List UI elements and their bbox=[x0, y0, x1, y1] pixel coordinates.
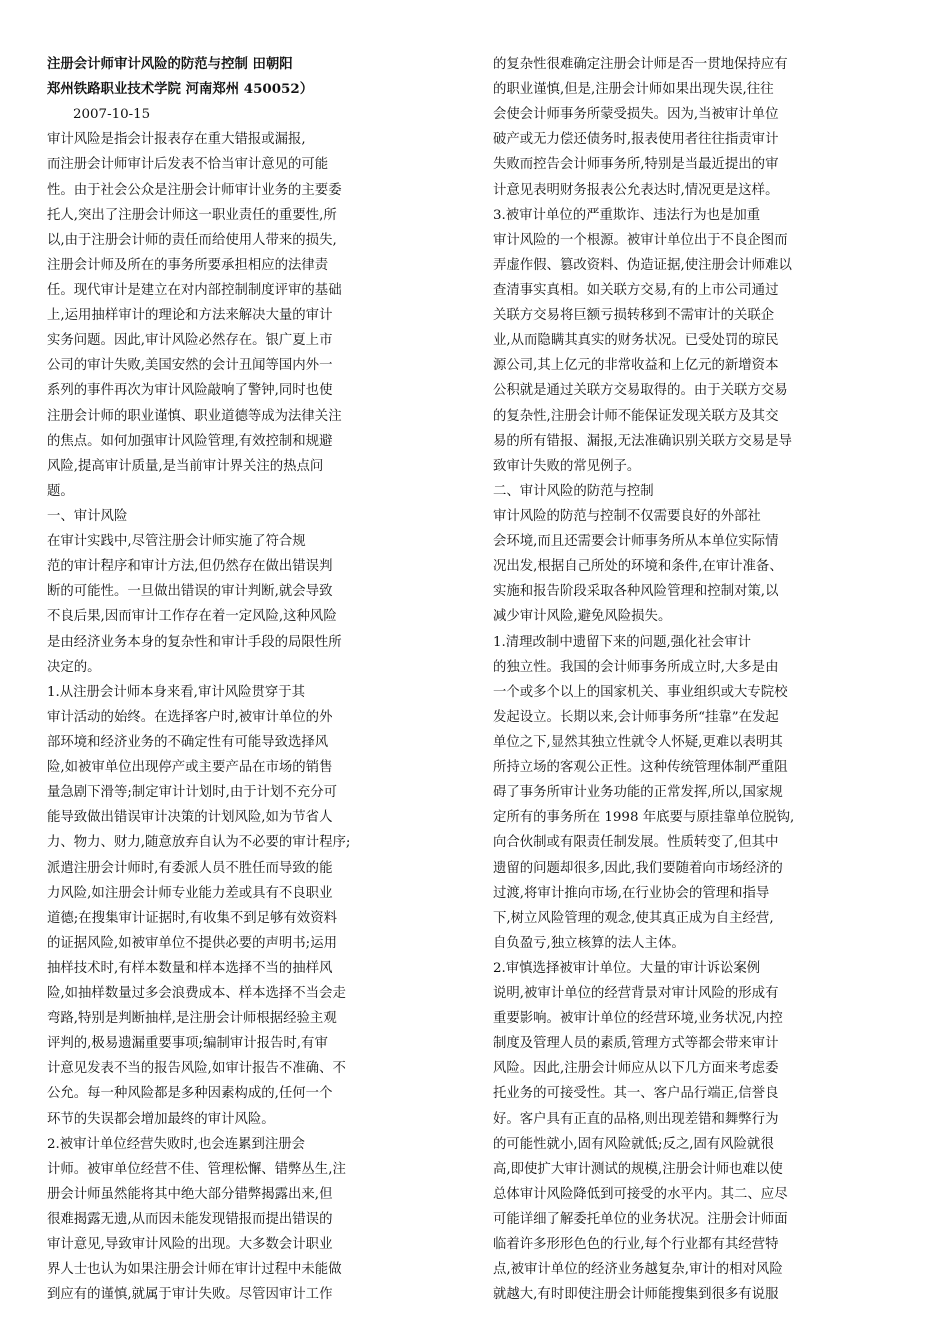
text-line: 致审计失败的常见例子。 bbox=[493, 458, 641, 474]
text-line: 上,运用抽样审计的理论和方法来解决大量的审计 bbox=[47, 308, 333, 324]
text-line: 公积就是通过关联方交易取得的。由于关联方交易 bbox=[493, 383, 788, 399]
author-affiliation: 郑州铁路职业技术学院 河南郑州 450052） bbox=[47, 81, 314, 98]
left-column-body bbox=[47, 127, 447, 1307]
text-line: 很难揭露无遗,从而因未能发现错报而提出错误的 bbox=[47, 1212, 333, 1228]
text-line: 下,树立风险管理的观念,使其真正成为自主经营, bbox=[493, 910, 774, 926]
text-line: 减少审计风险,避免风险损失。 bbox=[493, 609, 672, 625]
text-line: 定所有的事务所在 1998 年底要与原挂靠单位脱钩, bbox=[493, 810, 795, 826]
text-line: 就越大,有时即使注册会计师能搜集到很多有说服 bbox=[493, 1287, 779, 1303]
text-line: 能导致做出错误审计决策的计划风险,如为节省人 bbox=[47, 810, 333, 826]
text-line: 重要影响。被审计单位的经营环境,业务状况,内控 bbox=[493, 1011, 783, 1027]
text-line: 计意见表明财务报表公允表达时,情况更是这样。 bbox=[493, 182, 779, 198]
article-title: 注册会计师审计风险的防范与控制 田朝阳 bbox=[47, 56, 293, 72]
text-line: 公司的审计失败,美国安然的会计丑闻等国内外一 bbox=[47, 358, 333, 374]
text-line: 道德;在搜集审计证据时,有收集不到足够有效资料 bbox=[47, 910, 337, 926]
text-line: 派遣注册会计师时,有委派人员不胜任而导致的能 bbox=[47, 860, 333, 876]
text-line: 1.从注册会计师本身来看,审计风险贯穿于其 bbox=[47, 684, 306, 700]
text-line: 审计活动的始终。在选择客户时,被审计单位的外 bbox=[47, 709, 333, 725]
text-line: 审计风险的防范与控制不仅需要良好的外部社 bbox=[493, 508, 761, 524]
text-line: 3.被审计单位的严重欺诈、违法行为也是加重 bbox=[493, 207, 761, 223]
text-line: 在审计实践中,尽管注册会计师实施了符合规 bbox=[47, 534, 306, 550]
text-line: 源公司,其上亿元的非常收益和上亿元的新增资本 bbox=[493, 358, 779, 374]
text-line: 单位之下,显然其独立性就令人怀疑,更难以表明其 bbox=[493, 734, 783, 750]
text-line: 实务问题。因此,审计风险必然存在。银广夏上市 bbox=[47, 333, 333, 349]
text-line: 断的可能性。一旦做出错误的审计判断,就会导致 bbox=[47, 584, 333, 600]
text-line: 的职业谨慎,但是,注册会计师如果出现失误,往往 bbox=[493, 82, 774, 98]
text-line: 到应有的谨慎,就属于审计失败。尽管因审计工作 bbox=[47, 1287, 333, 1303]
text-line: 总体审计风险降低到可接受的水平内。其二、应尽 bbox=[493, 1186, 788, 1202]
text-line: 册会计师虽然能将其中绝大部分错弊揭露出来,但 bbox=[47, 1186, 333, 1202]
text-line: 力、物力、财力,随意放弃自认为不必要的审计程序; bbox=[47, 835, 351, 851]
text-line: 的焦点。如何加强审计风险管理,有效控制和规避 bbox=[47, 433, 333, 449]
text-line: 所持立场的客观公正性。这种传统管理体制严重阻 bbox=[493, 760, 788, 776]
text-line: 二、审计风险的防范与控制 bbox=[493, 483, 654, 499]
text-line: 好。客户具有正直的品格,则出现差错和舞弊行为 bbox=[493, 1111, 779, 1127]
text-line: 过渡,将审计推向市场,在行业协会的管理和指导 bbox=[493, 885, 770, 901]
text-line: 风险。因此,注册会计师应从以下几方面来考虑委 bbox=[493, 1061, 779, 1077]
text-line: 1.清理改制中遗留下来的问题,强化社会审计 bbox=[493, 634, 752, 650]
text-line: 的复杂性,注册会计师不能保证发现关联方及其交 bbox=[493, 408, 779, 424]
text-line: 会环境,而且还需要会计师事务所从本单位实际情 bbox=[493, 534, 779, 550]
text-line: 点,被审计单位的经济业务越复杂,审计的相对风险 bbox=[493, 1262, 783, 1278]
text-line: 审计风险的一个根源。被审计单位出于不良企图而 bbox=[493, 232, 788, 248]
text-line: 而注册会计师审计后发表不恰当审计意见的可能 bbox=[47, 157, 329, 173]
text-line: 以,由于注册会计师的责任而给使用人带来的损失, bbox=[47, 232, 337, 248]
text-line: 向合伙制或有限责任制发展。性质转变了,但其中 bbox=[493, 835, 779, 851]
text-line: 失败而控告会计师事务所,特别是当最近提出的审 bbox=[493, 157, 779, 173]
text-line: 高,即使扩大审计测试的规模,注册会计师也难以使 bbox=[493, 1161, 783, 1177]
text-line: 临着许多形形色色的行业,每个行业都有其经营特 bbox=[493, 1237, 779, 1253]
text-line: 一、审计风险 bbox=[47, 508, 128, 524]
text-line: 的可能性就小,固有风险就低;反之,固有风险就很 bbox=[493, 1136, 774, 1152]
right-column-body bbox=[493, 52, 913, 1307]
text-line: 遗留的问题却很多,因此,我们要随着向市场经济的 bbox=[493, 860, 783, 876]
text-line: 评判的,极易遗漏重要事项;编制审计报告时,有审 bbox=[47, 1036, 328, 1052]
text-line: 托人,突出了注册会计师这一职业责任的重要性,所 bbox=[47, 207, 337, 223]
text-line: 范的审计程序和审计方法,但仍然存在做出错误判 bbox=[47, 559, 333, 575]
text-line: 会使会计师事务所蒙受损失。因为,当被审计单位 bbox=[493, 107, 779, 123]
text-line: 的独立性。我国的会计师事务所成立时,大多是由 bbox=[493, 659, 779, 675]
text-line: 弯路,特别是判断抽样,是注册会计师根据经验主观 bbox=[47, 1011, 337, 1027]
text-line: 是由经济业务本身的复杂性和审计手段的局限性所 bbox=[47, 634, 342, 650]
text-line: 系列的事件再次为审计风险敲响了警钟,同时也使 bbox=[47, 383, 333, 399]
text-line: 不良后果,因而审计工作存在着一定风险,这种风险 bbox=[47, 609, 337, 625]
text-line: 环节的失误都会增加最终的审计风险。 bbox=[47, 1111, 275, 1127]
text-line: 险,如抽样数量过多会浪费成本、样本选择不当会走 bbox=[47, 986, 346, 1002]
text-line: 审计风险是指会计报表存在重大错报或漏报, bbox=[47, 132, 306, 148]
text-line: 性。由于社会公众是注册会计师审计业务的主要委 bbox=[47, 182, 342, 198]
text-line: 风险,提高审计质量,是当前审计界关注的热点问 bbox=[47, 458, 324, 474]
text-line: 险,如被审单位出现停产或主要产品在市场的销售 bbox=[47, 760, 333, 776]
text-line: 的证据风险,如被审单位不提供必要的声明书;运用 bbox=[47, 935, 337, 951]
text-line: 量急剧下滑等;制定审计计划时,由于计划不充分可 bbox=[47, 785, 337, 801]
text-line: 自负盈亏,独立核算的法人主体。 bbox=[493, 935, 685, 951]
text-line: 部环境和经济业务的不确定性有可能导致选择风 bbox=[47, 734, 329, 750]
text-line: 决定的。 bbox=[47, 659, 101, 675]
text-line: 业,从而隐瞒其真实的财务状况。已受处罚的琼民 bbox=[493, 333, 779, 349]
text-line: 制度及管理人员的素质,管理方式等都会带来审计 bbox=[493, 1036, 779, 1052]
text-line: 弄虚作假、篡改资料、伪造证据,使注册会计师难以 bbox=[493, 257, 792, 273]
text-line: 易的所有错报、漏报,无法准确识别关联方交易是导 bbox=[493, 433, 792, 449]
left-column bbox=[47, 52, 447, 1307]
text-line: 可能详细了解委托单位的业务状况。注册会计师面 bbox=[493, 1212, 788, 1228]
text-line: 界人士也认为如果注册会计师在审计过程中未能做 bbox=[47, 1262, 342, 1278]
text-line: 注册会计师的职业谨慎、职业道德等成为法律关注 bbox=[47, 408, 342, 424]
text-line: 题。 bbox=[47, 483, 74, 499]
text-line: 况出发,根据自己所处的环境和条件,在审计准备、 bbox=[493, 559, 783, 575]
publication-date: 2007-10-15 bbox=[73, 107, 151, 123]
text-line: 一个或多个以上的国家机关、事业组织或大专院校 bbox=[493, 684, 788, 700]
text-line: 审计意见,导致审计风险的出现。大多数会计职业 bbox=[47, 1237, 333, 1253]
text-line: 实施和报告阶段采取各种风险管理和控制对策,以 bbox=[493, 584, 779, 600]
text-line: 关联方交易将巨额亏损转移到不需审计的关联企 bbox=[493, 308, 775, 324]
text-line: 公允。每一种风险都是多种因素构成的,任何一个 bbox=[47, 1086, 333, 1102]
text-line: 破产或无力偿还债务时,报表使用者往往指责审计 bbox=[493, 132, 779, 148]
text-line: 2.审慎选择被审计单位。大量的审计诉讼案例 bbox=[493, 960, 761, 976]
right-column bbox=[493, 52, 913, 1307]
text-line: 托业务的可接受性。其一、客户品行端正,信誉良 bbox=[493, 1086, 779, 1102]
text-line: 任。现代审计是建立在对内部控制制度评审的基础 bbox=[47, 282, 342, 298]
text-line: 发起设立。长期以来,会计师事务所“挂靠”在发起 bbox=[493, 709, 779, 725]
text-line: 2.被审计单位经营失败时,也会连累到注册会 bbox=[47, 1136, 306, 1152]
text-line: 的复杂性很难确定注册会计师是否一贯地保持应有 bbox=[493, 57, 788, 72]
text-line: 力风险,如注册会计师专业能力差或具有不良职业 bbox=[47, 885, 333, 901]
text-line: 说明,被审计单位的经营背景对审计风险的形成有 bbox=[493, 986, 779, 1002]
text-line: 计意见发表不当的报告风险,如审计报告不准确、不 bbox=[47, 1061, 346, 1077]
text-line: 碍了事务所审计业务功能的正常发挥,所以,国家规 bbox=[493, 785, 783, 801]
text-line: 抽样技术时,有样本数量和样本选择不当的抽样风 bbox=[47, 960, 333, 976]
text-line: 查清事实真相。如关联方交易,有的上市公司通过 bbox=[493, 282, 779, 298]
text-line: 注册会计师及所在的事务所要承担相应的法律责 bbox=[47, 257, 329, 273]
text-line: 计师。被审单位经营不佳、管理松懈、错弊丛生,注 bbox=[47, 1161, 346, 1177]
